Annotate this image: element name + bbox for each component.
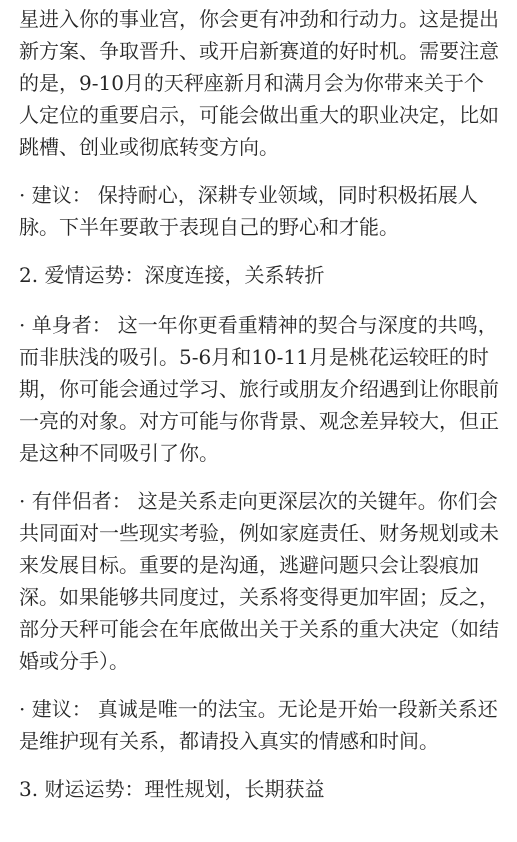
singles-text: 这一年你更看重精神的契合与深度的共鸣，而非肤浅的吸引。5-6月和10-11月是桃花运较旺的时期，你可能会通过学习、旅行或朋友介绍遇到让你眼前一亮的对象。对方可能与你背景、观念差异较大，但正是这种不同吸引了你。 [19, 313, 499, 465]
wealth-section-heading: 3. 财运运势：理性规划，长期获益 [19, 777, 325, 801]
couples-paragraph [19, 485, 503, 677]
couples-lead: · 有伴侣者： [19, 489, 132, 513]
career-advice-lead: · 建议： [19, 183, 92, 207]
singles-paragraph [19, 309, 503, 469]
career-advice-paragraph [19, 179, 503, 243]
love-section-heading: 2. 爱情运势：深度连接，关系转折 [19, 263, 325, 287]
love-advice-text: 真诚是唯一的法宝。无论是开始一段新关系还是维护现有关系，都请投入真实的情感和时间。 [19, 697, 498, 753]
love-advice-lead: · 建议： [19, 697, 92, 721]
career-advice-text: 保持耐心，深耕专业领域，同时积极拓展人脉。下半年要敢于表现自己的野心和才能。 [19, 183, 478, 239]
love-advice-paragraph [19, 693, 503, 757]
singles-lead: · 单身者： [19, 313, 112, 337]
couples-text: 这是关系走向更深层次的关键年。你们会共同面对一些现实考验，例如家庭责任、财务规划或未来发展目标。重要的是沟通，逃避问题只会让裂痕加深。如果能够共同度过，关系将变得更加牢固；反之，部分天秤可能会在年底做出关于关系的重大决定（如结婚或分手）。 [19, 489, 499, 673]
career-paragraph: 星进入你的事业宫，你会更有冲劲和行动力。这是提出新方案、争取晋升、或开启新赛道的好时机。需要注意的是，9-10月的天秤座新月和满月会为你带来关于个人定位的重要启示，可能会做出重大的职业决定，比如跳槽、创业或彻底转变方向。 [19, 7, 499, 159]
